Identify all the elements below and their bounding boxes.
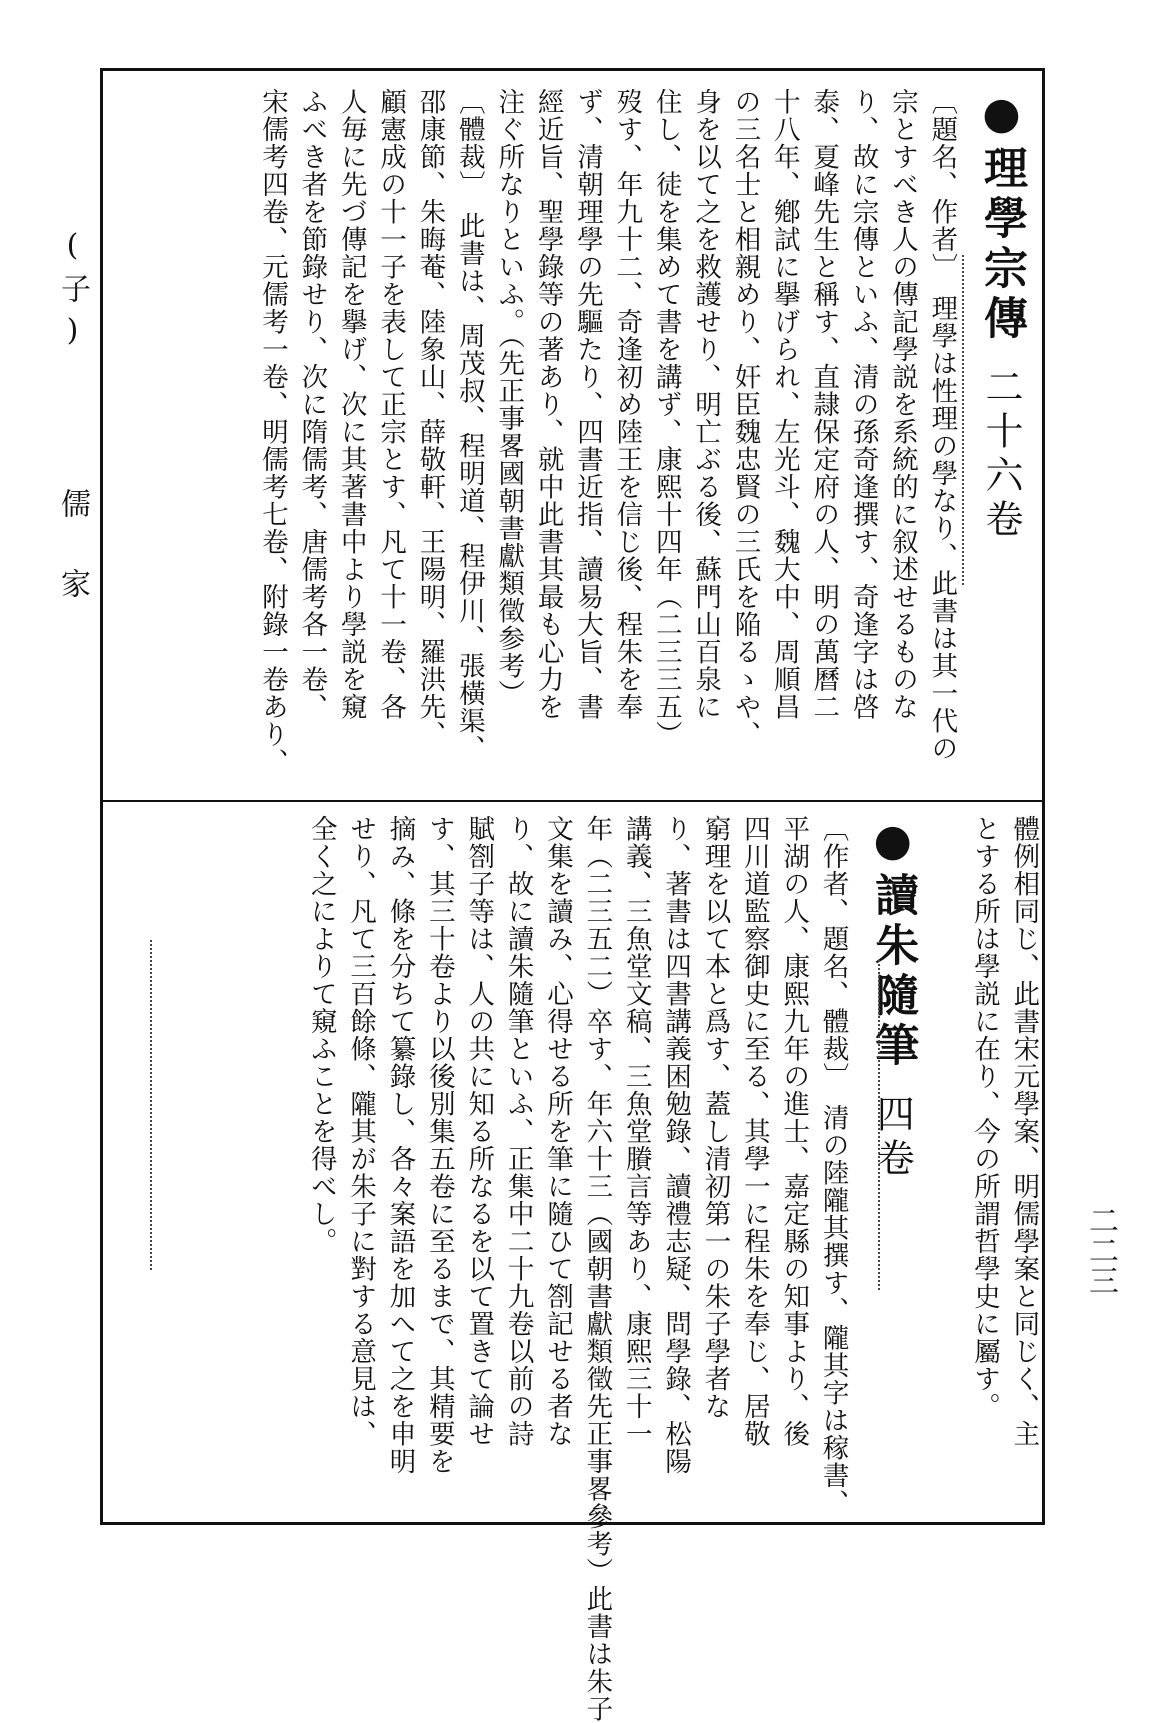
entry2-line: 講義、三魚堂文稿、三魚堂賸言等あり、康熙三十一 — [620, 815, 652, 1448]
entry1-line: 泰、夏峰先生と稱す、直隷保定府の人、明の萬曆二 — [808, 88, 840, 721]
entry1-line: 人毎に先づ傳記を擧げ、次に其著書中より學説を窺 — [335, 88, 367, 721]
page-number: 二二三 — [1083, 1205, 1118, 1295]
entry2-line: 年（二三五二）卒す、年六十三（國朝書獻類徵先正事畧參考）此書は朱子 — [581, 815, 613, 1723]
entry1-line: 宋儒考四卷、元儒考一卷、明儒考七卷、附錄一卷あり、 — [256, 88, 288, 776]
entry1-name: 理學宗傳 — [976, 145, 1027, 345]
entry2-title — [860, 815, 924, 1505]
entry1-line: 邵康節、朱晦菴、陸象山、薛敬軒、王陽明、羅洪先、 — [414, 88, 446, 748]
entry2-line: 窮理を以て本と爲す、蓋し清初第一の朱子學者な — [699, 815, 731, 1420]
entry1-line: 〔題名、作者〕 理學は性理の學なり、此書は其一代の — [926, 88, 958, 763]
entry2-line: 〔作者、題名、體裁〕 清の陸隴其撰す、隴其字は稼書、 — [817, 815, 849, 1517]
end-rule — [150, 940, 152, 1270]
entry1-line: ふべき者を節錄せり、次に隋儒考、唐儒考各一卷、 — [296, 88, 328, 721]
side-header — [50, 228, 94, 608]
title-rule — [962, 255, 964, 585]
entry2-line: せり、凡て三百餘條、隴其が朱子に對する意見は、 — [345, 815, 377, 1448]
section-label: (子) — [55, 228, 90, 358]
entry2-volumes: 四卷 — [870, 1094, 915, 1182]
entry1-line: 顧憲成の十一子を表して正宗とす、凡て十一卷、各 — [375, 88, 407, 721]
entry1-line: 住し、徒を集めて書を講ず、康熙十四年（二三三五） — [650, 88, 682, 748]
entry1-line: 歿す、年九十二、奇逢初め陸王を信じ後、程朱を奉 — [611, 88, 643, 721]
entry1-line: 經近旨、聖學錄等の著あり、就中此書其最も心力を — [532, 88, 564, 721]
category-label: 儒 家 — [55, 488, 90, 608]
bullet-icon: ● — [976, 88, 1027, 145]
bullet-icon: ● — [867, 815, 919, 872]
entry1-volumes: 二十六卷 — [979, 367, 1023, 543]
entry1-cont-line: 體例相同じ、此書宋元學案、明儒學案と同じく、主 — [1008, 815, 1040, 1448]
entry1-line: ず、清朝理學の先驅たり、四書近指、讀易大旨、書 — [571, 88, 603, 721]
entry2-line: り、故に讀朱隨筆といふ、正集中二十九卷以前の詩 — [502, 815, 534, 1448]
entry1-line: 宗とすべき人の傳記學説を系統的に叙述せるものな — [886, 88, 918, 721]
entry1-line: り、故に宗傳といふ、清の孫奇逢撰す、奇逢字は啓 — [847, 88, 879, 721]
entry2-line: 平湖の人、康熙九年の進士、嘉定縣の知事より、後 — [778, 815, 810, 1448]
entry1-title — [969, 88, 1033, 778]
entry2-line: 摘み、條を分ちて纂錄し、各々案語を加へて之を申明 — [384, 815, 416, 1475]
entry2-line: 四川道監察御史に至る、其學一に程朱を奉じ、居敬 — [738, 815, 770, 1448]
entry1-line: 身を以て之を救護せり、明亡ぶる後、蘇門山百泉に — [690, 88, 722, 721]
section-divider — [100, 800, 1045, 802]
title-rule — [878, 960, 880, 1290]
entry1-line: の三名士と相親めり、奸臣魏忠賢の三氏を陥るゝや、 — [729, 88, 761, 748]
entry2-line: 全く之によりて窺ふことを得べし。 — [305, 815, 337, 1255]
entry2-line: す、其三十卷より以後別集五卷に至るまで、其精要を — [423, 815, 455, 1475]
entry1-line: 注ぐ所なりといふ。（先正事畧國朝書獻類徵参考） — [493, 88, 525, 708]
entry2-line: 文集を讀み、心得せる所を筆に隨ひて劄記せる者な — [541, 815, 573, 1448]
lower-block — [301, 815, 1043, 1723]
entry1-line: 十八年、鄕試に擧げられ、左光斗、魏大中、周順昌 — [768, 88, 800, 721]
entry2-line: り、著書は四書講義困勉錄、讀禮志疑、問學錄、松陽 — [660, 815, 692, 1475]
entry1-line: 〔體裁〕 此書は、周茂叔、程明道、程伊川、張橫渠、 — [453, 88, 485, 763]
entry1-cont-line: とする所は學説に在り、今の所謂哲學史に屬す。 — [968, 815, 1000, 1420]
entry2-line: 賦劄子等は、人の共に知る所なるを以て置きて論せ — [463, 815, 495, 1448]
entry1-block — [252, 88, 1033, 778]
entry2-name: 讀朱隨筆 — [867, 872, 919, 1072]
